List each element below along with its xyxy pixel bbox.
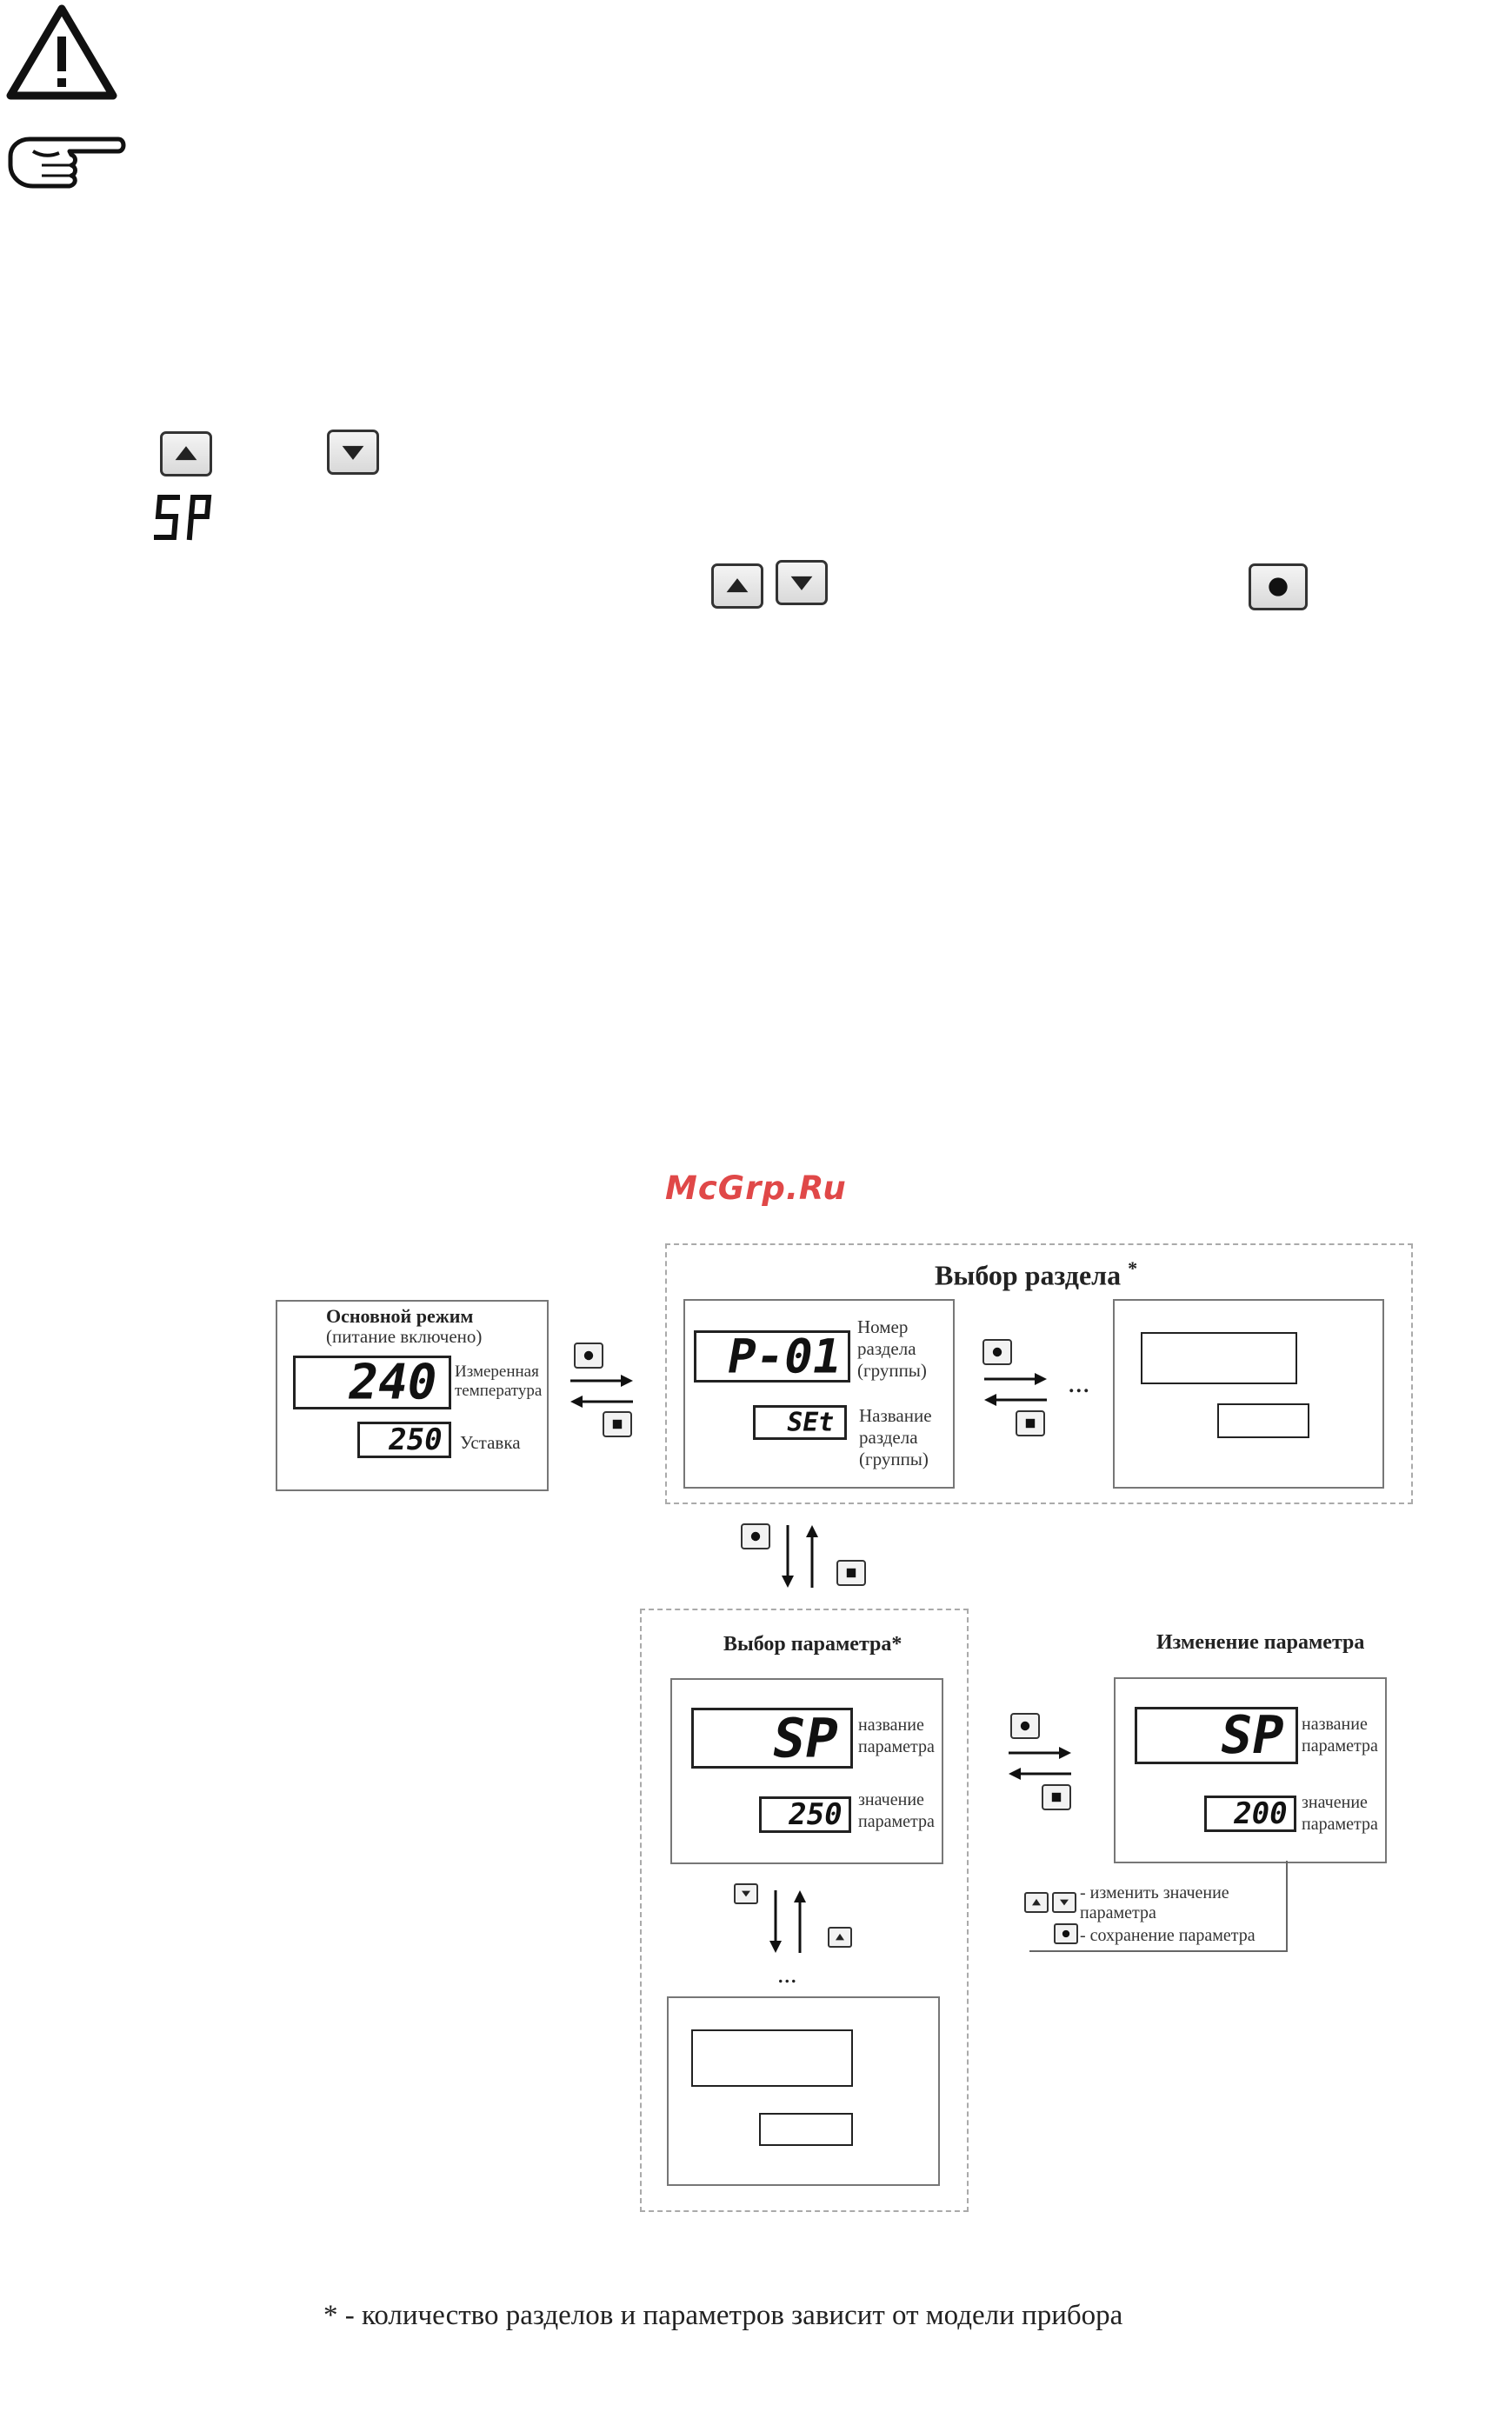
- square-button-icon: [1043, 1786, 1069, 1809]
- dot-button-icon: [1251, 566, 1305, 608]
- arrow-up-icon: [163, 434, 210, 474]
- param-value-display: [759, 1796, 851, 1833]
- main-mode-subtitle: (питание включено): [326, 1326, 483, 1347]
- enter-key-small[interactable]: [574, 1343, 603, 1369]
- param-ellipsis: ...: [777, 1960, 797, 1989]
- arrow-down-icon: [778, 563, 825, 603]
- dot-button-icon: [984, 1341, 1010, 1363]
- enter-key-small-3[interactable]: [741, 1523, 770, 1549]
- legend-change-text: - изменить значение параметра: [1080, 1883, 1229, 1922]
- arrow-up-icon: [1026, 1894, 1047, 1911]
- change-name-label: название параметра: [1302, 1715, 1378, 1756]
- section-next-display-bottom: [1217, 1403, 1309, 1438]
- exit-key-small-2[interactable]: [1016, 1410, 1045, 1436]
- arrow-down-icon: [736, 1885, 756, 1902]
- section-name-label: Название раздела (группы): [859, 1405, 932, 1469]
- param-panel: [670, 1678, 943, 1864]
- section-ellipsis: ...: [1068, 1367, 1090, 1399]
- measured-temp-display: [293, 1356, 451, 1409]
- param-next-display-top: [691, 2029, 853, 2087]
- footnote: * - количество разделов и параметров зависит от модели прибора: [323, 2300, 1123, 2331]
- setpoint-label: Уставка: [460, 1432, 521, 1453]
- exit-key-small[interactable]: [603, 1411, 632, 1437]
- dot-button-icon: [743, 1525, 769, 1548]
- enter-key[interactable]: [1249, 563, 1308, 610]
- arrows-main-section: [567, 1369, 636, 1414]
- arrow-down-icon: [1054, 1894, 1075, 1911]
- section-name-display: [753, 1405, 847, 1440]
- exit-key-small-4[interactable]: [1042, 1784, 1071, 1810]
- setpoint-display: [357, 1422, 451, 1458]
- legend-up-key: [1024, 1892, 1049, 1913]
- dot-button-icon: [1056, 1925, 1076, 1942]
- enter-key-small-2[interactable]: [982, 1339, 1012, 1365]
- arrow-up-key-2[interactable]: [711, 563, 763, 609]
- exit-key-small-3[interactable]: [836, 1560, 866, 1586]
- dot-button-icon: [576, 1344, 602, 1367]
- param-name-label: название параметра: [858, 1716, 935, 1756]
- change-value-value: 200: [1230, 1796, 1290, 1831]
- change-panel: [1114, 1677, 1387, 1863]
- legend-down-key: [1052, 1892, 1076, 1913]
- square-button-icon: [838, 1562, 864, 1584]
- section-select-title: Выбор раздела *: [935, 1257, 1138, 1291]
- param-name-display: [691, 1708, 853, 1769]
- arrows-param-next: [762, 1887, 814, 1956]
- square-button-icon: [604, 1413, 630, 1436]
- section-name-value: SEt: [783, 1407, 837, 1438]
- warning-triangle-icon: [5, 3, 118, 101]
- section-number-label: Номер раздела (группы): [857, 1316, 927, 1381]
- main-mode-title: Основной режим: [326, 1305, 474, 1327]
- legend-enter-key: [1054, 1923, 1078, 1944]
- measured-temp-value: 240: [343, 1354, 442, 1411]
- param-change-title: Изменение параметра: [1156, 1631, 1365, 1654]
- change-value-display: [1204, 1796, 1296, 1832]
- arrow-down-key-small[interactable]: [734, 1883, 758, 1904]
- arrow-down-icon: [330, 432, 376, 472]
- param-select-title: Выбор параметра*: [723, 1633, 903, 1656]
- section-number-display: [694, 1330, 850, 1383]
- arrows-section-next: [981, 1367, 1050, 1412]
- param-value-label: значение параметра: [858, 1790, 935, 1831]
- arrow-up-icon: [829, 1929, 850, 1946]
- arrow-down-key-2[interactable]: [776, 560, 828, 605]
- sp-symbol: [153, 492, 214, 543]
- param-value-value: 250: [785, 1797, 845, 1832]
- param-name-value: SP: [767, 1706, 844, 1770]
- param-next-panel: [667, 1996, 940, 2186]
- arrow-up-icon: [714, 566, 761, 606]
- arrow-down-key[interactable]: [327, 430, 379, 475]
- square-button-icon: [1017, 1412, 1043, 1435]
- enter-key-small-4[interactable]: [1010, 1713, 1040, 1739]
- setpoint-value: 250: [385, 1423, 445, 1457]
- param-next-display-bottom: [759, 2113, 853, 2146]
- watermark: McGrp.Ru: [665, 1169, 847, 1207]
- section-asterisk: *: [1128, 1257, 1138, 1279]
- section-next-panel: [1113, 1299, 1384, 1489]
- pointing-hand-icon: [7, 130, 127, 195]
- arrows-section-param: [774, 1522, 826, 1591]
- change-name-value: SP: [1215, 1705, 1289, 1766]
- change-name-display: [1135, 1707, 1298, 1764]
- arrow-up-key-small[interactable]: [828, 1927, 852, 1948]
- section-panel: [683, 1299, 955, 1489]
- arrow-up-key[interactable]: [160, 431, 212, 476]
- dot-button-icon: [1012, 1715, 1038, 1737]
- section-next-display-top: [1141, 1332, 1297, 1384]
- main-mode-panel: [276, 1300, 549, 1491]
- measured-temp-label: Измеренная температура: [455, 1363, 543, 1400]
- change-value-label: значение параметра: [1302, 1793, 1378, 1834]
- arrows-param-change: [1005, 1741, 1075, 1786]
- section-number-value: P-01: [723, 1329, 846, 1384]
- legend-save-text: - сохранение параметра: [1080, 1926, 1256, 1945]
